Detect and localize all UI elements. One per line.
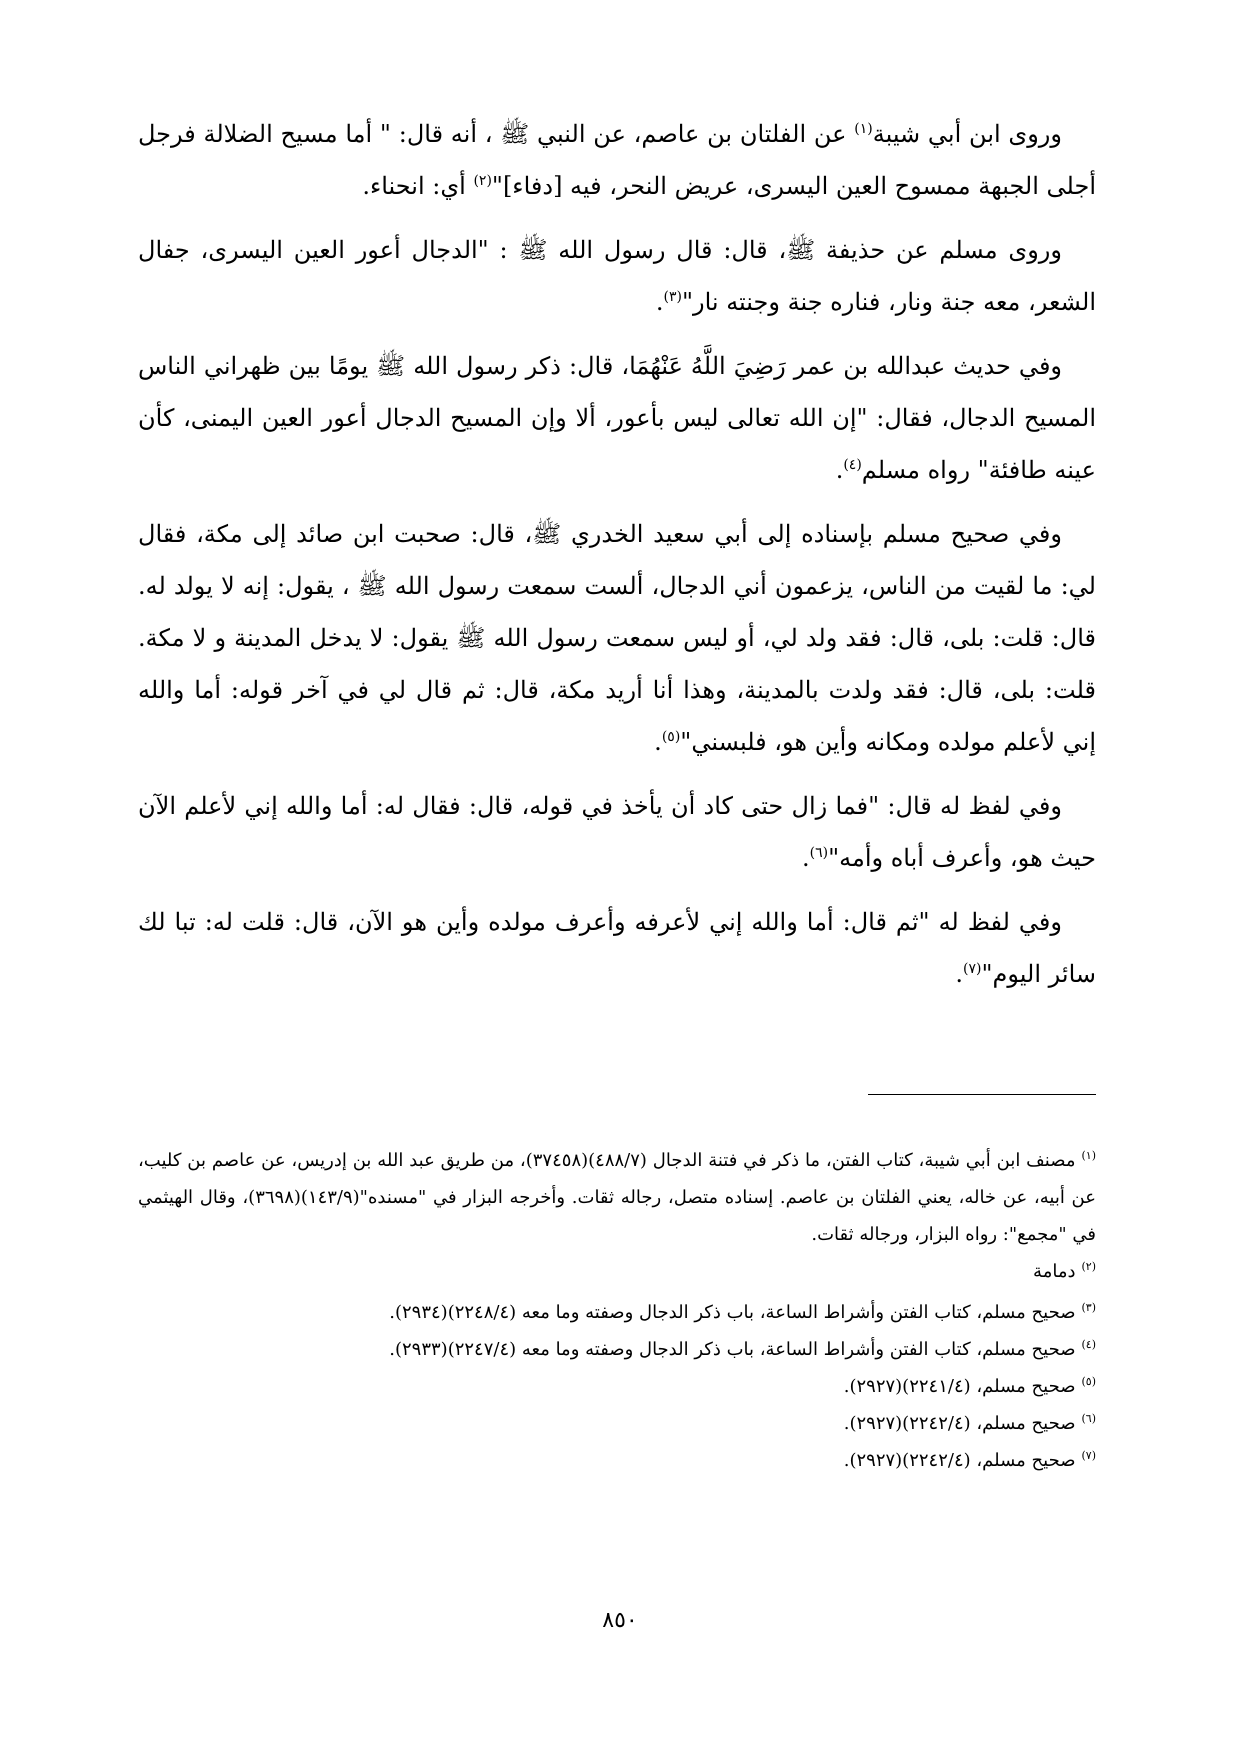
page-number: ٨٥٠	[602, 1608, 638, 1633]
footnote-text: صحيح مسلم، كتاب الفتن وأشراط الساعة، باب ذكر الدجال وصفته وما معه (٢٢٤٧/٤)(٢٩٣٣).	[389, 1339, 1076, 1360]
paragraph-text: وفي لفظ له "ثم قال: أما والله إني لأعرفه وأعرف مولده وأين هو الآن، قال: قلت له: تبا لك سائر اليوم"	[138, 908, 1096, 988]
paragraph-text: .	[955, 960, 964, 988]
footnote-number: (١)	[1081, 1149, 1096, 1162]
footnote	[138, 1368, 1096, 1405]
footnote-ref: (٤)	[843, 457, 862, 473]
footnote-ref: (٢)	[473, 173, 492, 189]
main-text	[138, 108, 1096, 1012]
footnotes-section	[138, 1142, 1096, 1479]
paragraph	[138, 780, 1096, 884]
footnote	[138, 1253, 1096, 1290]
footnote-number: (٦)	[1081, 1412, 1096, 1425]
paragraph-text: وفي حديث عبدالله بن عمر رَضِيَ اللَّهُ عَنْهُمَا، قال: ذكر رسول الله ﷺ يومًا بين ظهراني الناس المسيح الدجال، فقال: "إن الله تعالى ليس بأعور، ألا وإن المسيح الدجال أعور العين اليمنى، كأن عينه طافئة" رواه مسلم	[138, 352, 1096, 484]
footnote-number: (٢)	[1081, 1260, 1096, 1273]
footnote-number: (٥)	[1081, 1375, 1096, 1388]
footnote-text: دمامة	[1033, 1261, 1076, 1282]
footnote	[138, 1405, 1096, 1442]
footnote-text: صحيح مسلم، كتاب الفتن وأشراط الساعة، باب ذكر الدجال وصفته وما معه (٢٢٤٨/٤)(٢٩٣٤).	[389, 1302, 1076, 1323]
footnote-ref: (٧)	[963, 961, 982, 977]
paragraph-text: .	[655, 288, 664, 316]
footnote	[138, 1294, 1096, 1331]
paragraph	[138, 508, 1096, 768]
paragraph-text: .	[654, 728, 662, 756]
footnote	[138, 1331, 1096, 1368]
paragraph	[138, 896, 1096, 1000]
footnote-text: صحيح مسلم، (٢٢٤٢/٤)(٢٩٢٧).	[843, 1450, 1076, 1471]
paragraph-text: .	[801, 844, 810, 872]
paragraph-text: وفي لفظ له قال: "فما زال حتى كاد أن يأخذ في قوله، قال: فقال له: أما والله إني لأعلم الآن حيث هو، وأعرف أباه وأمه"	[138, 792, 1096, 872]
paragraph-text: .	[835, 456, 844, 484]
footnote	[138, 1142, 1096, 1253]
footnote-ref: (٥)	[661, 729, 681, 745]
paragraph-text: وروى مسلم عن حذيفة ﷺ، قال: قال رسول الله ﷺ : "الدجال أعور العين اليسرى، جفال الشعر، معه جنة ونار، فناره جنة وجنته نار"	[138, 236, 1096, 316]
footnote-ref: (١)	[854, 121, 873, 137]
paragraph-text: عن الفلتان بن عاصم، عن النبي ﷺ ، أنه قال: " أما مسيح الضلالة فرجل أجلى الجبهة ممسوح العين اليسرى، عريض النحر، فيه [دفاء]"	[138, 120, 1096, 200]
paragraph-text: وفي صحيح مسلم بإسناده إلى أبي سعيد الخدري ﷺ، قال: صحبت ابن صائد إلى مكة، فقال لي: ما لقيت من الناس، يزعمون أني الدجال، ألست سمعت رسول الله ﷺ ، يقول: إنه لا يولد له. قال: قلت: بلى، قال: فقد ولد لي، أو ليس سمعت رسول الله ﷺ يقول: لا يدخل المدينة و لا مكة. قلت: بلى، قال: فقد ولدت بالمدينة، وهذا أنا أريد مكة، قال: ثم قال لي في آخر قوله: أما والله إني لأعلم مولده ومكانه وأين هو، فلبسني"	[138, 520, 1096, 756]
footnote-ref: (٣)	[663, 289, 682, 305]
footnote-number: (٣)	[1081, 1301, 1096, 1314]
footnote-text: صحيح مسلم، (٢٢٤٢/٤)(٢٩٢٧).	[843, 1413, 1076, 1434]
footnote	[138, 1442, 1096, 1479]
footnote-ref: (٦)	[809, 845, 829, 861]
footnote-text: مصنف ابن أبي شيبة، كتاب الفتن، ما ذكر في فتنة الدجال (٤٨٨/٧)(٣٧٤٥٨)، من طريق عبد الله بن إدريس، عن عاصم بن كليب، عن أبيه، عن خاله، يعني الفلتان بن عاصم. إسناده متصل، رجاله ثقات. وأخرجه البزار في "مسنده"(١٤٣/٩)(٣٦٩٨)، وقال الهيثمي في "مجمع": رواه البزار، ورجاله ثقات.	[138, 1150, 1096, 1245]
paragraph-text: أي: انحناء.	[362, 172, 474, 200]
paragraph	[138, 340, 1096, 496]
paragraph-text: وروى ابن أبي شيبة	[872, 120, 1062, 148]
footnote-separator	[868, 1094, 1096, 1095]
footnote-number: (٧)	[1081, 1449, 1096, 1462]
footnote-number: (٤)	[1081, 1338, 1096, 1351]
paragraph	[138, 108, 1096, 212]
paragraph	[138, 224, 1096, 328]
footnote-text: صحيح مسلم، (٢٢٤١/٤)(٢٩٢٧).	[843, 1376, 1076, 1397]
